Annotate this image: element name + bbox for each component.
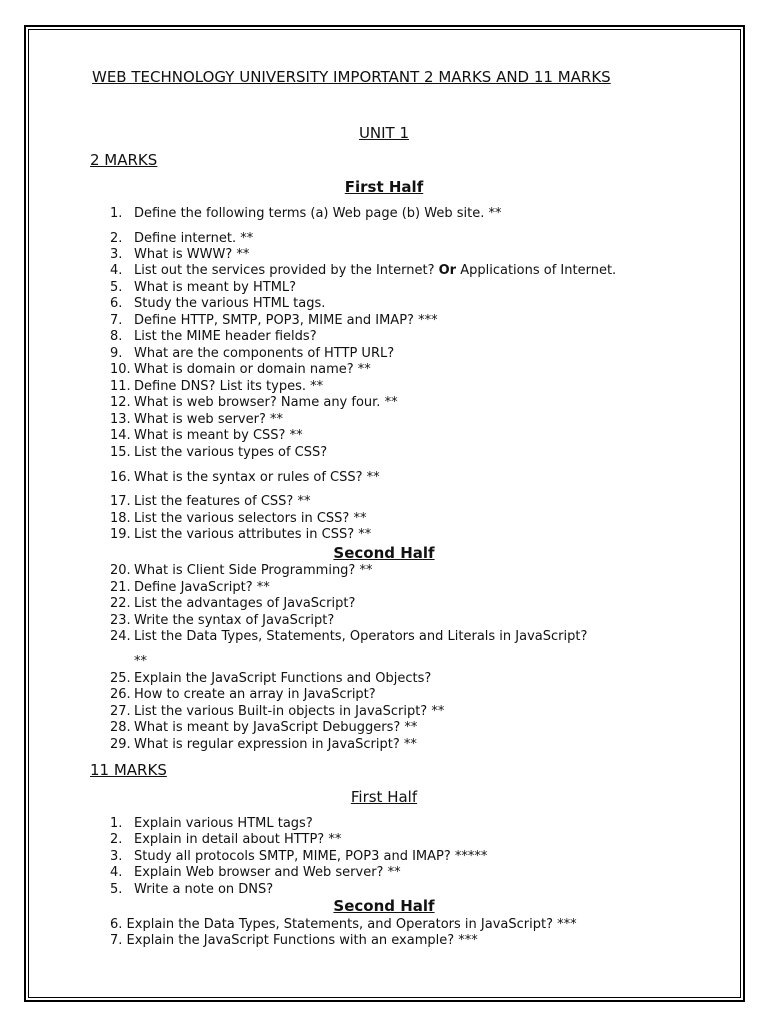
list-item: 2. Explain in detail about HTTP? **	[110, 832, 342, 847]
list-item: 6. Explain the Data Types, Statements, and Operators in JavaScript? ***	[110, 917, 577, 932]
list-item: 19. List the various attributes in CSS? **	[110, 527, 372, 542]
list-item: 17. List the features of CSS? **	[110, 494, 311, 509]
list-item: 3. What is WWW? **	[110, 247, 250, 262]
list-item-continuation: **	[134, 654, 147, 669]
list-item: 5. Write a note on DNS?	[110, 882, 274, 897]
list-item: 18. List the various selectors in CSS? **	[110, 511, 367, 526]
list-item: 8. List the MIME header fields?	[110, 329, 317, 344]
list-item: 29. What is regular expression in JavaScript? **	[110, 737, 417, 752]
list-item: 28. What is meant by JavaScript Debuggers? **	[110, 720, 418, 735]
list-item: 4. Explain Web browser and Web server? **	[110, 865, 401, 880]
document-title: WEB TECHNOLOGY UNIVERSITY IMPORTANT 2 MARKS AND 11 MARKS	[92, 68, 611, 86]
list-item: 11. Define DNS? List its types. **	[110, 379, 324, 394]
two-marks-first-half-heading: First Half	[344, 178, 424, 196]
list-item: 23. Write the syntax of JavaScript?	[110, 613, 335, 628]
list-item: 21. Define JavaScript? **	[110, 580, 270, 595]
list-item: 20. What is Client Side Programming? **	[110, 563, 373, 578]
list-item: 13. What is web server? **	[110, 412, 284, 427]
eleven-marks-heading: 11 MARKS	[90, 761, 167, 779]
list-item: 6. Study the various HTML tags.	[110, 296, 326, 311]
list-item: 22. List the advantages of JavaScript?	[110, 596, 356, 611]
list-item: 15. List the various types of CSS?	[110, 445, 328, 460]
two-marks-second-half-heading: Second Half	[333, 544, 435, 562]
list-item: 12. What is web browser? Name any four. **	[110, 395, 398, 410]
list-item: 27. List the various Built-in objects in JavaScript? **	[110, 704, 445, 719]
eleven-marks-first-half-heading: First Half	[350, 788, 418, 806]
list-item: 24. List the Data Types, Statements, Operators and Literals in JavaScript?	[110, 629, 588, 644]
list-item: 16. What is the syntax or rules of CSS? **	[110, 470, 380, 485]
list-item: 2. Define internet. **	[110, 231, 254, 246]
list-item: 26. How to create an array in JavaScript?	[110, 687, 376, 702]
list-item: 7. Define HTTP, SMTP, POP3, MIME and IMAP? ***	[110, 313, 438, 328]
unit-heading: UNIT 1	[358, 124, 410, 142]
eleven-marks-second-half-heading: Second Half	[333, 897, 435, 915]
list-item: 7. Explain the JavaScript Functions with an example? ***	[110, 933, 478, 948]
list-item: 9. What are the components of HTTP URL?	[110, 346, 395, 361]
list-item: 14. What is meant by CSS? **	[110, 428, 303, 443]
list-item: 5. What is meant by HTML?	[110, 280, 297, 295]
list-item: 1. Define the following terms (a) Web page (b) Web site. **	[110, 206, 502, 221]
list-item: 4. List out the services provided by the Internet? Or Applications of Internet.	[110, 263, 617, 278]
list-item: 3. Study all protocols SMTP, MIME, POP3 and IMAP? *****	[110, 849, 488, 864]
list-item: 1. Explain various HTML tags?	[110, 816, 313, 831]
two-marks-heading: 2 MARKS	[90, 151, 158, 169]
list-item: 10. What is domain or domain name? **	[110, 362, 371, 377]
list-item: 25. Explain the JavaScript Functions and Objects?	[110, 671, 432, 686]
